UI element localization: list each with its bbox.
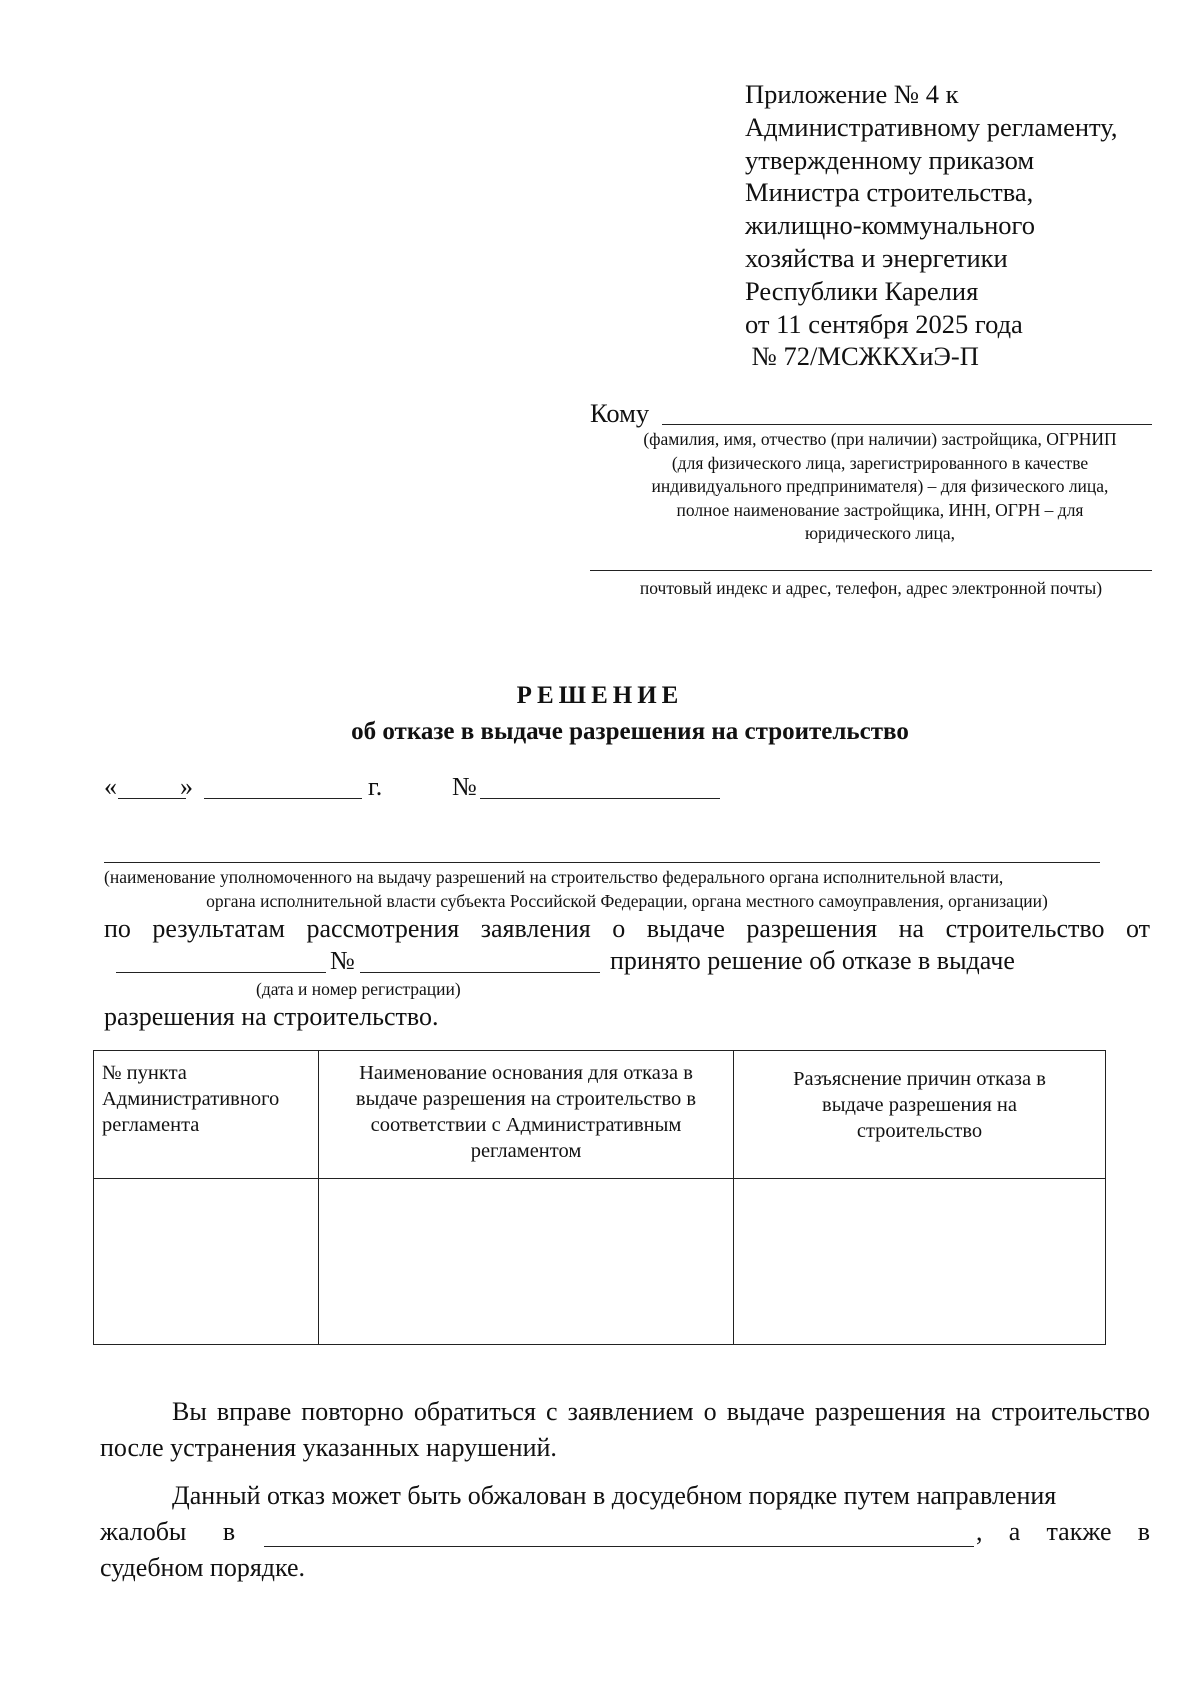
recipient-caption-line: индивидуального предпринимателя) – для физического лица, (651, 476, 1109, 496)
appendix-line: Приложение № 4 к (745, 79, 959, 109)
closing-paragraph-2-prefix: жалобы в (100, 1517, 236, 1546)
appendix-line: Административному регламенту, (745, 111, 1118, 142)
appendix-line: Министра строительства, (745, 177, 1034, 208)
date-close-quote: » (180, 772, 193, 801)
refusal-reasons-table (93, 1050, 1106, 1345)
authority-line (104, 862, 1100, 863)
application-number-sign: № (330, 946, 355, 975)
month-blank (204, 798, 362, 799)
closing-paragraph-1: Вы вправе повторно обратиться с заявлением о выдаче разрешения на строительство после устранения указанных нарушений. (100, 1397, 1150, 1462)
table-row (94, 1179, 1106, 1345)
document-subtitle: об отказе в выдаче разрешения на строительство (351, 718, 909, 745)
recipient-name-line (662, 424, 1152, 425)
recipient-caption (590, 428, 1170, 546)
appendix-line: жилищно-коммунального (745, 210, 1035, 241)
table-cell[interactable] (94, 1179, 319, 1345)
recipient-address-line (590, 570, 1152, 571)
recipient-caption-line: юридического лица, (804, 523, 956, 543)
decision-number-blank (480, 798, 720, 799)
table-header-cell: Разъяснение причин отказа в выдаче разрешения на строительство (734, 1051, 1106, 1179)
year-suffix: г. (368, 772, 383, 801)
table-cell[interactable] (734, 1179, 1106, 1345)
table-header-row (94, 1051, 1106, 1179)
document-title: РЕШЕНИЕ (516, 682, 684, 709)
statement-line-2-tail: принято решение об отказе в выдаче (610, 946, 1015, 975)
authority-caption-1: (наименование уполномоченного на выдачу разрешений на строительство федерального органа исполнительной власти, (104, 867, 1004, 887)
appendix-block (745, 78, 1117, 373)
appendix-line: от 11 сентября 2025 года (745, 308, 1023, 339)
appendix-line: Республики Карелия (745, 275, 979, 306)
table-header-cell: № пункта Административного регламента (94, 1051, 319, 1179)
application-date-blank (116, 972, 326, 973)
recipient-caption-line: (для физического лица, зарегистрированного в качестве (671, 452, 1089, 473)
statement-line-3: разрешения на строительство. (104, 1002, 439, 1031)
closing-paragraph-2-end: судебном порядке. (100, 1553, 306, 1582)
appendix-line: № 72/МСЖКХиЭ-П (745, 341, 979, 372)
day-blank (118, 798, 186, 799)
recipient-address-caption: почтовый индекс и адрес, телефон, адрес электронной почты) (639, 578, 1103, 598)
recipient-label: Кому (590, 398, 650, 428)
closing-paragraph-2-suffix: , а также в (976, 1517, 1150, 1546)
appendix-line: хозяйства и энергетики (745, 242, 1008, 273)
registration-caption: (дата и номер регистрации) (256, 979, 461, 999)
statement-line-1: по результатам рассмотрения заявления о выдаче разрешения на строительство от (104, 914, 1150, 943)
table-header-cell: Наименование основания для отказа в выдаче разрешения на строительство в соответствии с Административным регламентом (319, 1051, 734, 1179)
table-cell[interactable] (319, 1179, 734, 1345)
appendix-line: утвержденному приказом (745, 144, 1035, 175)
closing-paragraph-2-start: Данный отказ может быть обжалован в досудебном порядке путем направления (172, 1481, 1057, 1510)
appeal-authority-blank (264, 1546, 974, 1547)
decision-number-sign: № (452, 772, 477, 801)
recipient-caption-line: (фамилия, имя, отчество (при наличии) застройщика, ОГРНИП (643, 429, 1117, 449)
application-number-blank (360, 972, 600, 973)
recipient-caption-line: полное наименование застройщика, ИНН, ОГРН – для (676, 499, 1084, 520)
date-open-quote: « (104, 772, 117, 801)
authority-caption-2: органа исполнительной власти субъекта Российской Федерации, органа местного самоуправления, организации) (206, 891, 1048, 911)
